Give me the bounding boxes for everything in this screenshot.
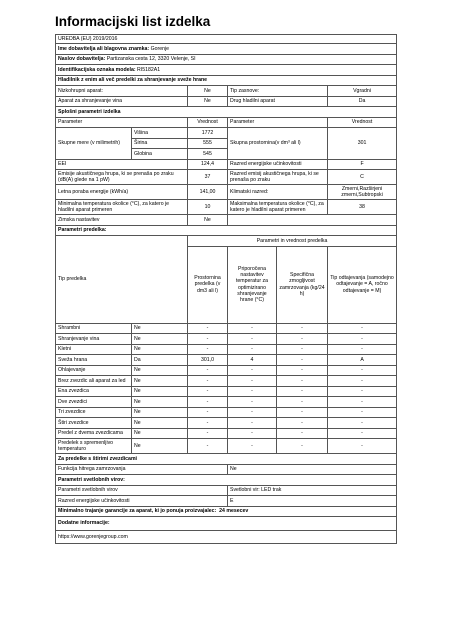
table-row: Razred energijske učinkovitosti E [56,496,397,507]
compartment-row: Ohlajevanje Ne - - - - [56,365,397,376]
compartment-group-header: Parametri in vrednost predelka [188,236,397,247]
supplier-value: Gorenje [150,45,170,52]
compartment-row: Sveža hrana Da 301,0 4 - A [56,355,397,366]
table-row: Letna poraba energije (kWh/a) 141,00 Klimatski razred: Zmerni,Razširjeni zmerni,Subtropski [56,185,397,200]
table-row: Parametri svetlobnih virov Svetlobni vir: LED trak [56,485,397,496]
compartment-row: Ena zvezdica Ne - - - - [56,386,397,397]
general-header-row: Parameter Vrednost Parameter Vrednost [56,117,397,128]
general-heading: Splošni parametri izdelka [56,107,397,118]
manufacturer-link[interactable]: https://www.gorenjegroup.com [56,530,397,544]
compartment-row: Štiri zvezdice Ne - - - - [56,418,397,429]
compartment-row: Brez zvezdic ali aparat za led Ne - - - - [56,376,397,387]
table-row: EEI 124,4 Razred energijske učinkovitosti F [56,159,397,170]
regulation: UREDBA (EU) 2019/2016 [56,35,397,44]
page-title: Informacijski list izdelka [55,14,211,29]
compartment-row: Shrambni Ne - - - - [56,323,397,334]
dimension-row: Skupne mere (v milimetrih) Višina 1772 Skupna prostornina(v dm³ ali l) 301 [56,128,397,139]
fourstar-heading: Za predelke s štirimi zvezdicami [56,454,397,465]
compartment-row: Tri zvezdice Ne - - - - [56,407,397,418]
compartment-type-header: Tip predelka [56,236,188,324]
dimension-row: Globina 545 [56,149,397,160]
info-table [55,34,397,544]
compartment-row: Shranjevanje vina Ne - - - - [56,334,397,345]
compartment-row: Kletni Ne - - - - [56,344,397,355]
appliances-heading: Hladilnik z enim ali več predelki za shranjevanje sveže hrane [56,75,397,86]
additional-heading: Dodatne informacije: [56,517,397,531]
model-value: RI5182A1 [137,66,161,73]
table-row: Emisije akustičnega hrupa, ki se prenaša po zraku (dB(A) glede na 1 pW) 37 Razred emisij akustičnega hrupa, ki se prenaša po zraku C [56,170,397,185]
compartments-header-row: Prostornina predelka (v dm3 ali l) Priporočena nastavitev temperatur za optimizirano shranjevanje hrane (°C) Specifična zmogljivost zamrzovanja (kg/24 h) Tip odtajevanja (samodejno odtajevanje = A, ročno odtajevanje = M) [56,246,397,323]
address-value: Partizanska cesta 12, 3320 Velenje, SI [106,56,196,63]
table-row: Zimska nastavitev Ne [56,215,397,226]
table-row: Funkcija hitrega zamrzovanja Ne [56,464,397,475]
light-heading: Parametri svetlobnih virov: [56,475,397,486]
model-label: Identifikacijska oznaka modela: [58,66,136,73]
table-row: Nizkohrupni aparat: Ne Tip zasnove: Vgradni [56,86,397,97]
compartment-row: Predelek s spremenljivo temperaturo Ne - - - - [56,439,397,454]
dimensions-label: Skupne mere (v milimetrih) [56,128,132,160]
volume-value: 301 [328,128,397,160]
compartments-group-row [56,236,397,247]
product-information-sheet [55,14,396,544]
table-row: Minimalna temperatura okolice (°C), za katero je hladilni aparat primeren 10 Maksimalna temperatura okolice (°C), za katero je hladilni aparat primeren 38 [56,200,397,215]
address-label: Naslov dobavitelja: [58,56,106,63]
compartments-heading: Parametri predelka: [56,225,397,236]
volume-label: Skupna prostornina(v dm³ ali l) [228,128,328,160]
warranty: Minimalno trajanje garancije za aparat, ki jo ponuja proizvajalec: 24 mesecev [56,506,397,517]
supplier-label: Ime dobavitelja ali blagovna znamka: [58,45,150,52]
dimension-row: Širina 555 [56,138,397,149]
table-row: Aparat za shranjevanje vina Ne Drug hladilni aparat Da [56,96,397,107]
compartment-row: Predel z dvema zvezdicama Ne - - - - [56,428,397,439]
compartment-row: Dve zvezdici Ne - - - - [56,397,397,408]
